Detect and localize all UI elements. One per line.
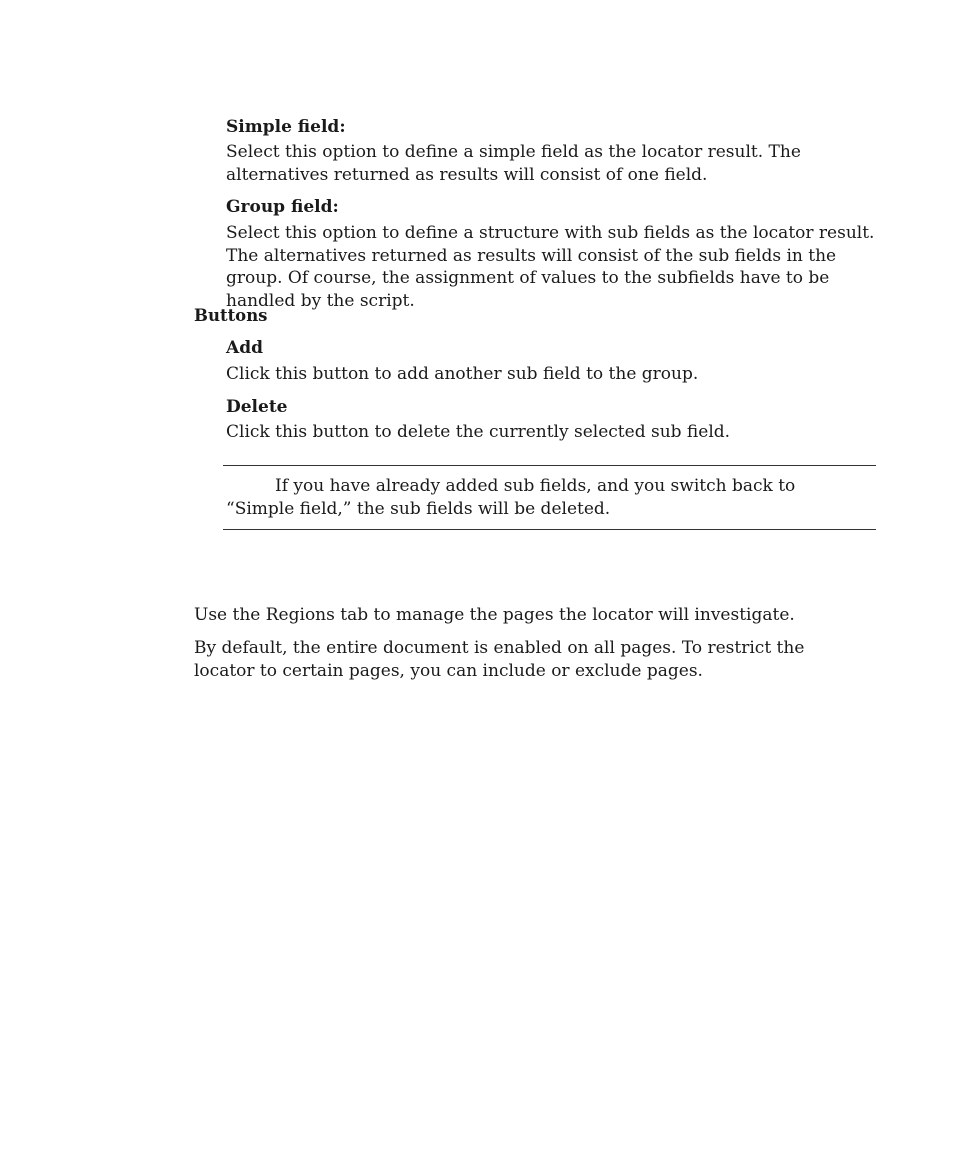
add-description: Click this button to add another sub field to the group. (226, 364, 699, 384)
add-term: Add (226, 338, 263, 358)
group-field-description: Select this option to define a structure with sub fields as the locator result. The alternatives returned as results will consist of the sub fields in the group. Of course, the assignment of values to the subfields have to be handled by the script. (226, 223, 875, 311)
note-bottom-rule (223, 529, 876, 530)
group-field-term: Group field: (226, 197, 339, 217)
buttons-section-heading: Buttons (194, 306, 268, 325)
regions-default-paragraph: By default, the entire document is enabled on all pages. To restrict the locator to certain pages, you can include or exclude pages. (194, 638, 805, 681)
delete-description: Click this button to delete the currently selected sub field. (226, 422, 731, 442)
delete-term: Delete (226, 397, 288, 417)
note-top-rule (223, 465, 876, 466)
simple-field-term: Simple field: (226, 117, 346, 137)
regions-intro-paragraph: Use the Regions tab to manage the pages the locator will investigate. (194, 605, 795, 625)
simple-field-description: Select this option to define a simple field as the locator result. The alternatives returned as results will consist of one field. (226, 142, 801, 185)
note-text: If you have already added sub fields, and you switch back to “Simple field,” the sub fields will be deleted. (226, 476, 796, 519)
